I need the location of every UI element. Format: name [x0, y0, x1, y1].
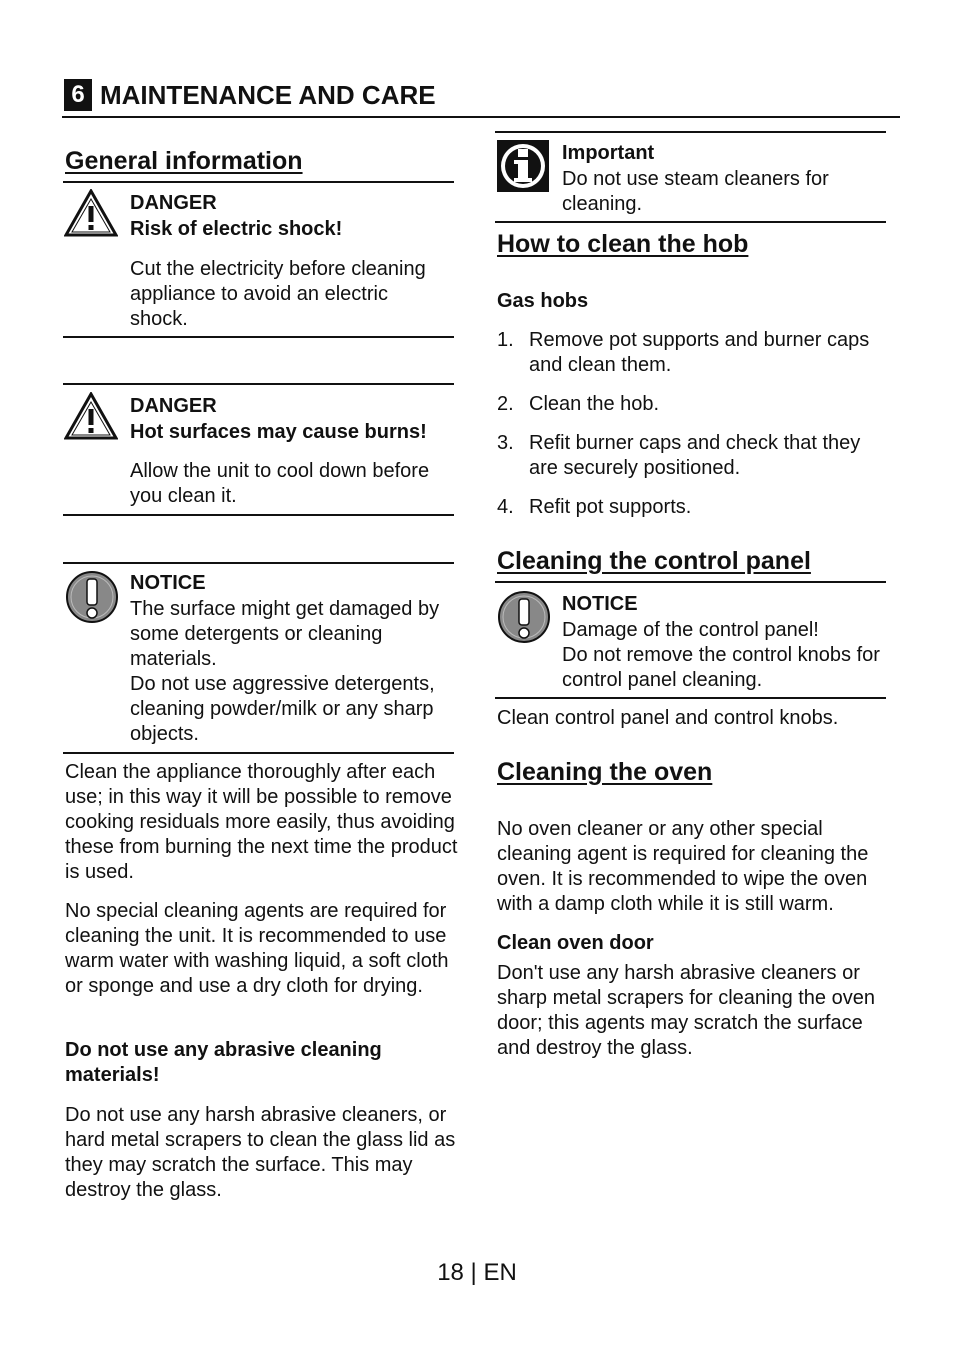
paragraph: Do not use any harsh abrasive cleaners, or hard metal scrapers to clean the glass lid as they may scratch the surface. This may destroy the glass. — [65, 1104, 456, 1201]
door-label: Clean oven door — [497, 932, 654, 954]
oven-heading: Cleaning the oven — [497, 758, 713, 786]
door-text: Don't use any harsh abrasive cleaners or sharp metal scrapers for cleaning the oven door; this agents may scratch the surface and destroy the glass. — [497, 962, 875, 1059]
chapter-rule — [62, 116, 900, 118]
control-panel-heading: Cleaning the control panel — [497, 547, 811, 575]
important-body: Do not use steam cleaners for cleaning. — [562, 168, 829, 215]
divider — [63, 181, 454, 183]
hob-heading: How to clean the hob — [497, 230, 749, 258]
list-item — [497, 495, 892, 520]
notice-line: Do not use aggressive detergents, cleaning powder/milk or any sharp objects. — [130, 673, 435, 745]
danger-title: DANGER — [130, 395, 217, 417]
list-item — [497, 392, 892, 417]
notice-title: NOTICE — [562, 593, 638, 615]
important-title: Important — [562, 142, 655, 164]
bold-warning: Do not use any abrasive cleaning materials! — [65, 1039, 382, 1086]
list-item — [497, 431, 892, 481]
divider — [63, 514, 454, 516]
paragraph: No special cleaning agents are required for cleaning the unit. It is recommended to use warm water with washing liquid, a soft cloth or sponge and use a dry cloth for drying. — [65, 900, 449, 997]
panel-text: Clean control panel and control knobs. — [497, 707, 839, 729]
general-info-heading: General information — [65, 147, 303, 175]
page-number: 18 | EN — [437, 1259, 517, 1286]
notice-line: Damage of the control panel! — [562, 619, 819, 641]
divider — [63, 383, 454, 385]
step-number: 2. — [497, 393, 514, 415]
step-text: Refit pot supports. — [529, 496, 692, 518]
chapter-title: MAINTENANCE AND CARE — [100, 79, 436, 110]
divider — [63, 562, 454, 564]
paragraph: Clean the appliance thoroughly after each use; in this way it will be possible to remove cooking residuals more easily, thus avoiding these from burning the next time the product is used. — [65, 761, 458, 883]
step-number: 4. — [497, 496, 514, 518]
info-icon — [497, 140, 549, 192]
list-item — [497, 328, 892, 378]
danger-subtitle: Hot surfaces may cause burns! — [130, 421, 427, 443]
danger-body: Allow the unit to cool down before you clean it. — [130, 460, 430, 507]
notice-line: The surface might get damaged by some detergents or cleaning materials. — [130, 598, 440, 670]
notice-line: Do not remove the control knobs for control panel cleaning. — [562, 644, 880, 691]
warning-triangle-icon — [64, 392, 118, 440]
notice-exclamation-icon — [65, 570, 119, 624]
divider — [63, 336, 454, 338]
divider — [63, 752, 454, 754]
warning-triangle-icon — [64, 189, 118, 237]
danger-body: Cut the electricity before cleaning appliance to avoid an electric shock. — [130, 258, 426, 330]
step-number: 3. — [497, 432, 514, 454]
oven-text: No oven cleaner or any other special cleaning agent is required for cleaning the oven. It is recommended to wipe the oven with a damp cloth while it is still warm. — [497, 818, 869, 915]
divider — [495, 697, 886, 699]
step-text: Refit burner caps and check that they are securely positioned. — [529, 432, 861, 479]
divider — [495, 131, 886, 133]
gas-hobs-label: Gas hobs — [497, 290, 589, 312]
step-text: Remove pot supports and burner caps and clean them. — [529, 329, 870, 376]
divider — [495, 581, 886, 583]
chapter-number: 6 — [64, 79, 92, 111]
chapter-header — [64, 79, 436, 111]
step-number: 1. — [497, 329, 514, 351]
danger-title: DANGER — [130, 192, 217, 214]
hob-steps-list — [497, 328, 892, 534]
notice-exclamation-icon — [497, 590, 551, 644]
divider — [495, 221, 886, 223]
notice-title: NOTICE — [130, 572, 206, 594]
danger-subtitle: Risk of electric shock! — [130, 218, 343, 240]
step-text: Clean the hob. — [529, 393, 660, 415]
